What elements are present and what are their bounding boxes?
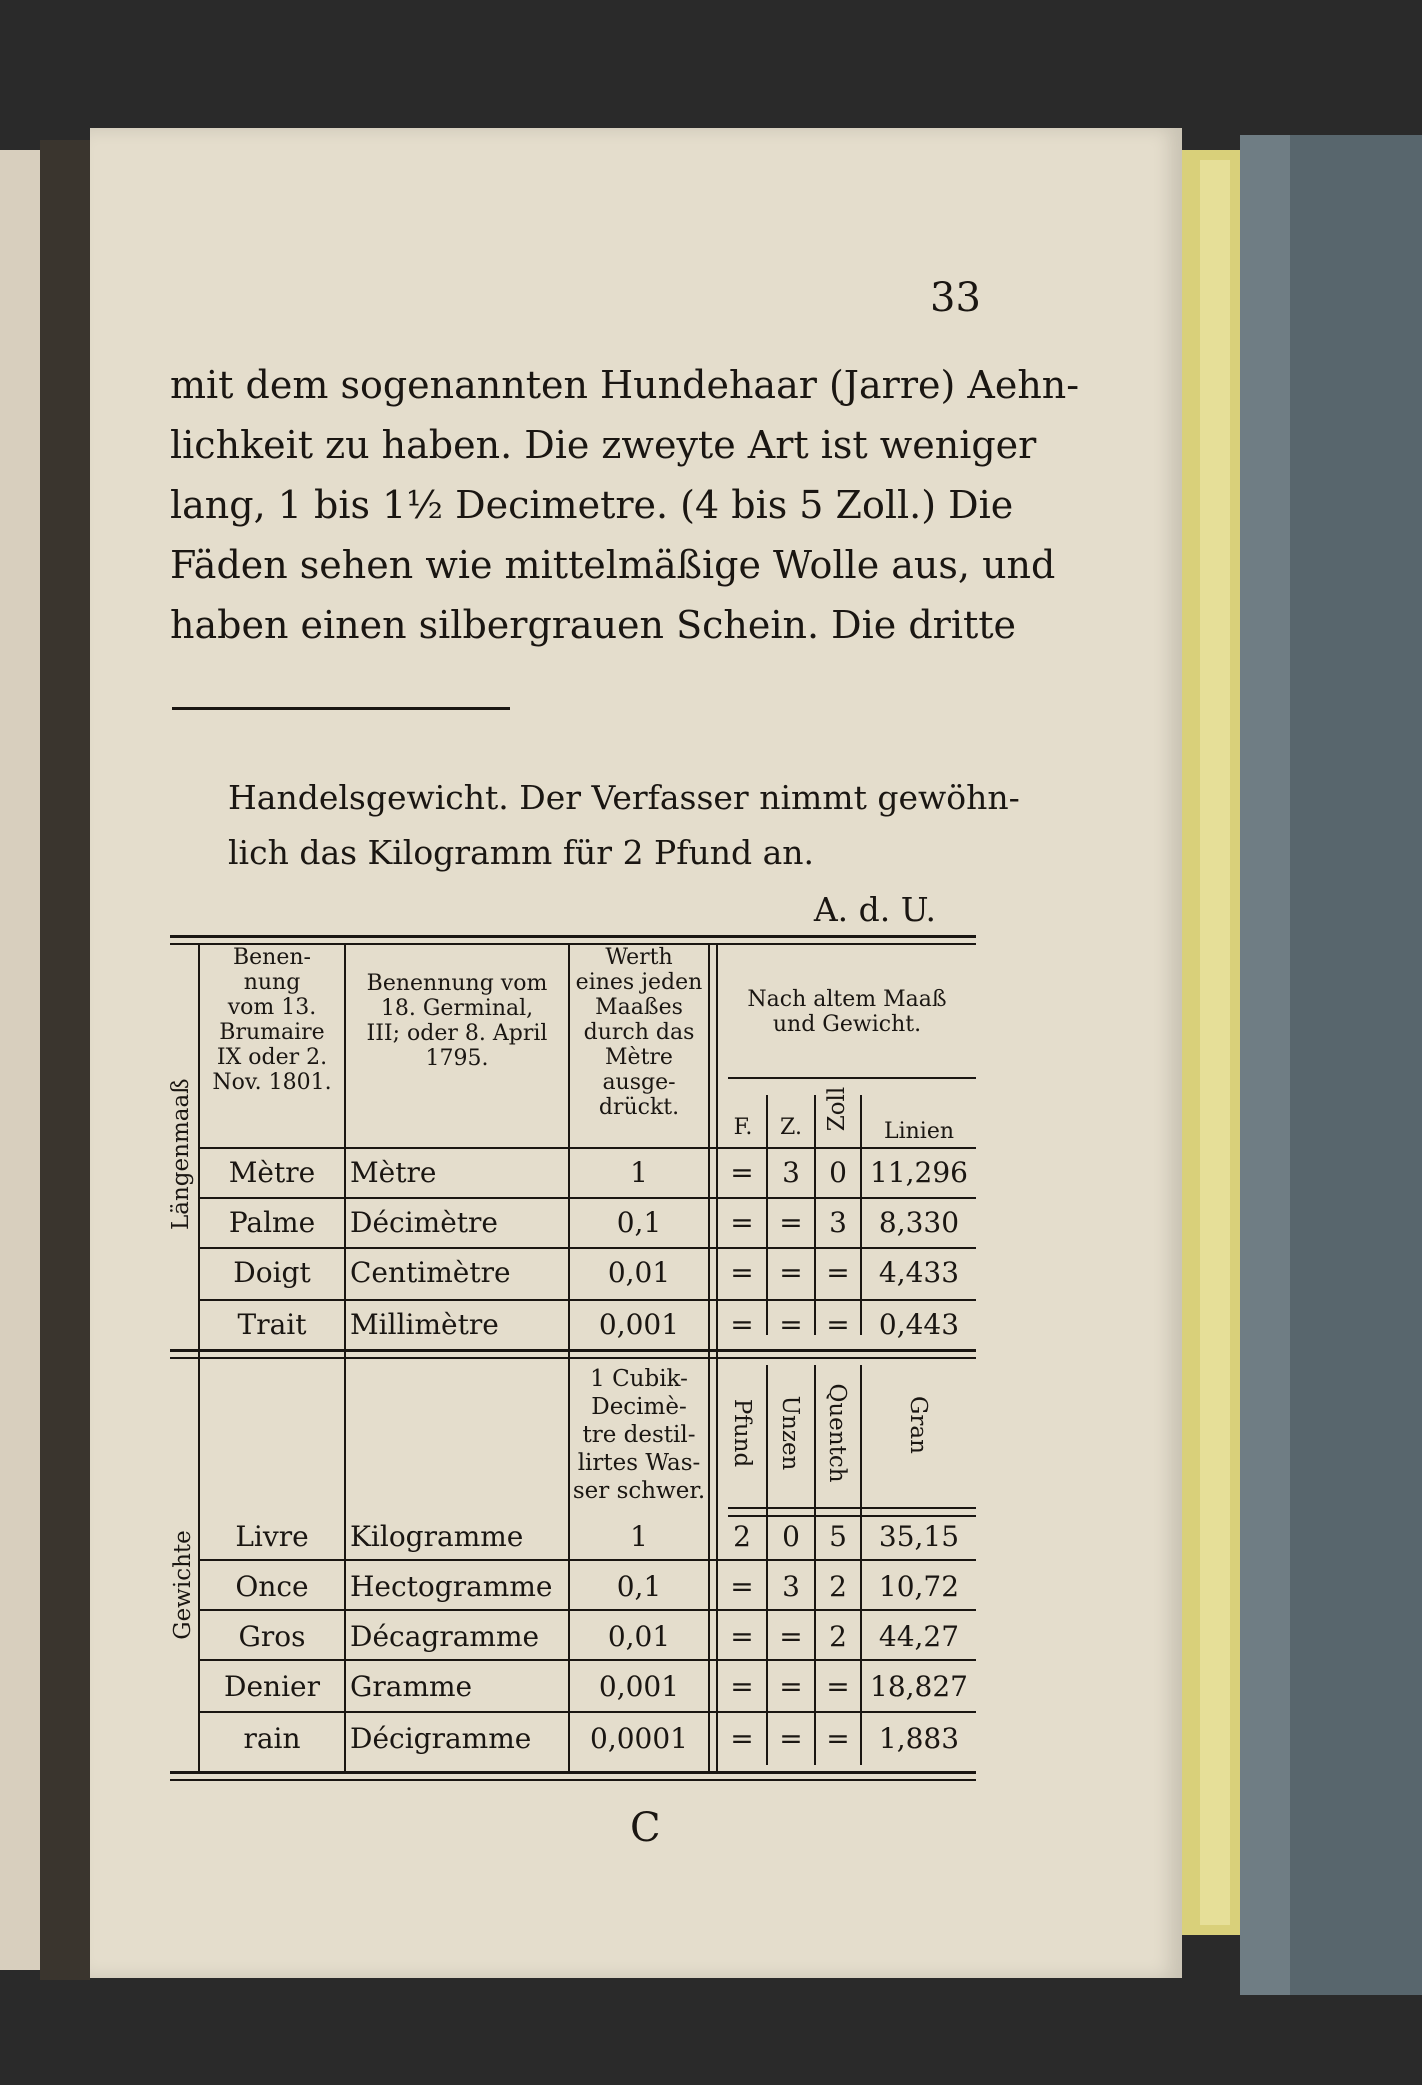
length-u4: 11,296 [870,1156,968,1189]
length-value: 0,1 [616,1206,662,1239]
unit-z: Z. [780,1115,802,1140]
weight-value: 0,0001 [590,1722,688,1755]
weight-u1: = [730,1670,754,1703]
weight-old-name: Décigramme [350,1722,532,1755]
page-edges-inner [1200,160,1230,1925]
section-length-label: Längenmaaß [168,1078,194,1230]
length-value: 0,01 [607,1256,671,1289]
weight-u2: 0 [782,1520,800,1553]
header-weight-value [570,1365,708,1505]
footnote-line: lich das Kilogramm für 2 Pfund an. [228,833,815,872]
header-line: Nach altem Maaß [747,987,947,1012]
header-line: vom 13. [227,995,317,1020]
header-line: ser schwer. [572,1478,706,1504]
body-text [170,355,1080,655]
footnote [228,770,1020,929]
weight-u4: 10,72 [878,1570,960,1603]
body-line: lichkeit zu haben. Die zweyte Art ist weniger [170,423,1037,467]
length-value: 1 [630,1156,648,1189]
unit-unzen: Unzen [777,1395,803,1471]
header-old-measure [718,987,976,1037]
unit-zoll: Zoll [824,1086,850,1132]
weight-new-name: Livre [235,1520,309,1553]
weight-u2: 3 [782,1570,800,1603]
length-u3: 3 [829,1206,847,1239]
length-u3: = [826,1308,850,1341]
table-top-rule [170,935,976,938]
header-line: Brumaire [219,1020,325,1045]
length-old-name: Mètre [350,1156,437,1189]
length-u1: = [730,1308,754,1341]
weight-u3: 2 [829,1620,847,1653]
weight-u4: 44,27 [878,1620,960,1653]
weight-u4: 18,827 [870,1670,968,1703]
length-u1: = [730,1206,754,1239]
length-u1: = [730,1156,754,1189]
length-u2: = [779,1256,803,1289]
footnote-rule [172,707,510,710]
header-line: Decimè- [591,1394,687,1420]
header-value [570,945,708,1120]
header-line: lirtes Was- [577,1450,701,1476]
length-u2: = [779,1206,803,1239]
header-line: nung [243,970,301,995]
left-page-edge [0,150,40,1970]
table-bottom-rule [170,1771,976,1774]
header-line: Benennung vom [366,971,548,996]
weight-value: 0,1 [616,1570,662,1603]
weight-u4: 1,883 [878,1722,960,1755]
weight-u3: = [826,1670,850,1703]
col-rule [766,1365,768,1765]
unit-fuss: F. [733,1115,753,1140]
header-line: eines jeden [575,970,703,995]
header-line: Werth [605,945,673,970]
header-line: tre destil- [582,1422,696,1448]
length-u2: = [779,1308,803,1341]
weight-old-name: Kilogramme [350,1520,524,1553]
header-new-name [200,945,344,1095]
unit-gran: Gran [905,1396,931,1454]
rule [728,1077,976,1079]
header-line: drückt. [598,1095,680,1120]
weight-new-name: rain [243,1722,301,1755]
header-line: Mètre [605,1045,673,1070]
unit-pfund: Pfund [729,1398,755,1468]
length-value: 0,001 [598,1308,680,1341]
weight-new-name: Gros [238,1620,306,1653]
length-u3: = [826,1256,850,1289]
body-line: Fäden sehen wie mittelmäßige Wolle aus, und [170,543,1056,587]
col-rule [860,1365,862,1765]
section-weight-label: Gewichte [170,1530,196,1640]
weight-old-name: Hectogramme [350,1570,553,1603]
length-u4: 0,443 [878,1308,960,1341]
page-number: 33 [930,275,981,321]
header-old-name [346,971,568,1071]
header-line: ausge- [602,1070,676,1095]
length-u4: 4,433 [878,1256,960,1289]
weight-u4: 35,15 [878,1520,960,1553]
weight-u3: 2 [829,1570,847,1603]
book-gutter [40,140,90,1980]
book-cover-shade [1290,135,1422,1995]
header-line: Nov. 1801. [212,1070,332,1095]
weight-u2: = [779,1670,803,1703]
weight-u1: 2 [733,1520,751,1553]
body-line: lang, 1 bis 1½ Decimetre. (4 bis 5 Zoll.) Die [170,483,1014,527]
header-line: 18. Germinal, [380,996,534,1021]
weight-u3: 5 [829,1520,847,1553]
header-line: Benen- [233,945,311,970]
section-rule [170,1349,976,1352]
weight-u1: = [730,1570,754,1603]
weight-u3: = [826,1722,850,1755]
header-line: Maaßes [595,995,683,1020]
col-rule [814,1365,816,1765]
weight-new-name: Once [235,1570,309,1603]
weight-old-name: Décagramme [350,1620,540,1653]
weight-u1: = [730,1722,754,1755]
length-old-name: Décimètre [350,1206,498,1239]
weight-u2: = [779,1620,803,1653]
footnote-signature: A. d. U. [813,890,936,929]
header-line: durch das [583,1020,695,1045]
unit-quentchen: Quentch [824,1383,850,1483]
weight-old-name: Gramme [350,1670,473,1703]
length-new-name: Trait [237,1308,307,1341]
header-line: und Gewicht. [772,1012,922,1037]
weight-value: 0,01 [607,1620,671,1653]
length-u3: 0 [829,1156,847,1189]
length-old-name: Centimètre [350,1256,511,1289]
measures-table [168,925,978,1795]
header-line: IX oder 2. [216,1045,328,1070]
footnote-line: Handelsgewicht. Der Verfasser nimmt gewöhn- [228,778,1020,817]
weight-value: 1 [630,1520,648,1553]
body-line: haben einen silbergrauen Schein. Die dritte [170,603,1017,647]
col-rule [708,943,710,1773]
weight-new-name: Denier [224,1670,320,1703]
header-line: 1795. [425,1046,489,1071]
signature-mark: C [630,1805,661,1851]
table-bottom-rule-2 [170,1779,976,1781]
length-new-name: Palme [228,1206,316,1239]
length-u4: 8,330 [878,1206,960,1239]
length-new-name: Mètre [228,1156,316,1189]
length-old-name: Millimètre [350,1308,499,1341]
length-new-name: Doigt [233,1256,311,1289]
body-line: mit dem sogenannten Hundehaar (Jarre) Aehn- [170,363,1080,407]
length-u1: = [730,1256,754,1289]
weight-u1: = [730,1620,754,1653]
header-line: 1 Cubik- [590,1366,688,1392]
header-line: III; oder 8. April [366,1021,548,1046]
unit-linien: Linien [883,1119,955,1144]
weight-value: 0,001 [598,1670,680,1703]
weight-u2: = [779,1722,803,1755]
length-u2: 3 [782,1156,800,1189]
section-rule-2 [170,1357,976,1359]
